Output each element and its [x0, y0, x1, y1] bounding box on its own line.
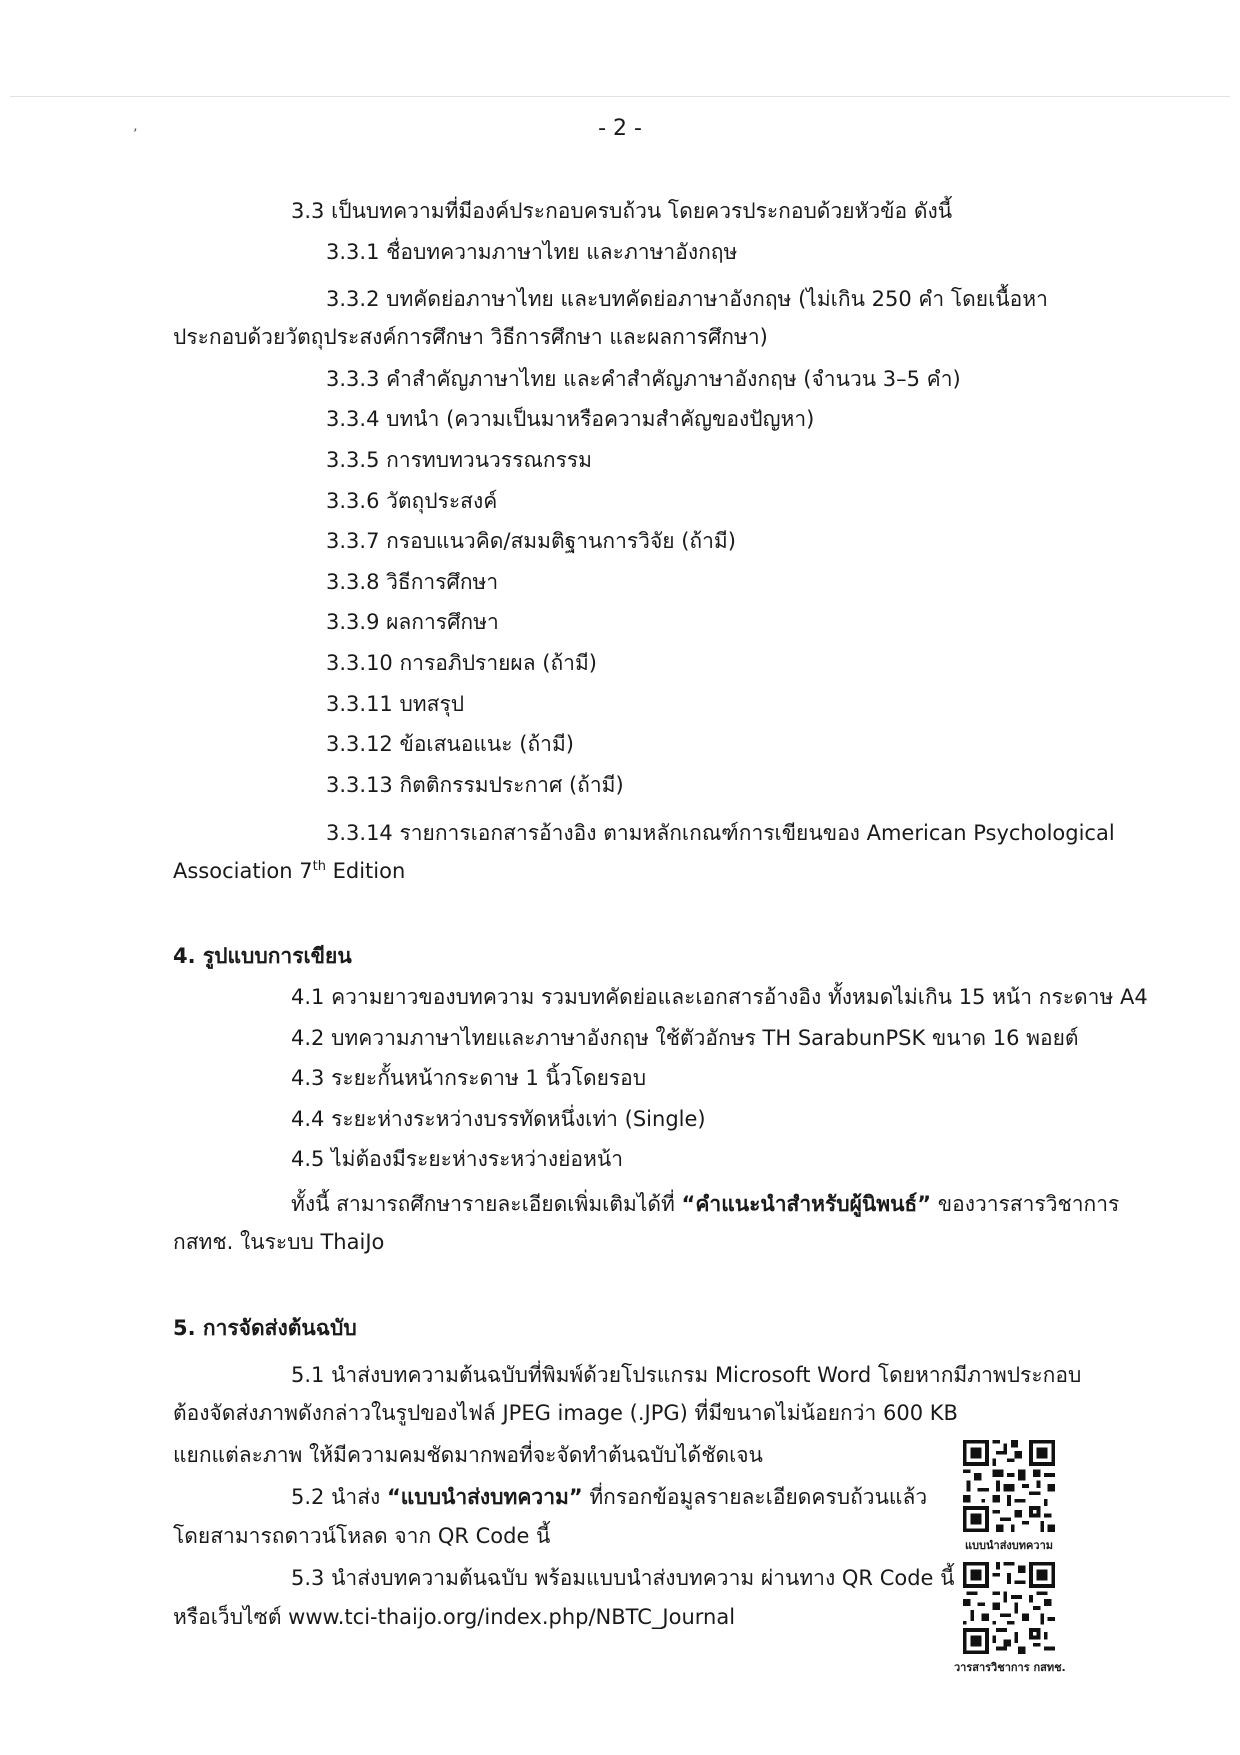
- submission-form-title: “แบบนำส่งบทความ”: [386, 1485, 583, 1509]
- submission-form-qr-code[interactable]: [963, 1440, 1055, 1532]
- item-3-3-6: 3.3.6 วัตถุประสงค์: [326, 489, 498, 513]
- journal-qr-code[interactable]: [963, 1562, 1055, 1654]
- item-5-2-text: 5.2 นำส่ง: [291, 1485, 387, 1509]
- page-number: - 2 -: [598, 116, 642, 141]
- item-5-3-line1: 5.3 นำส่งบทความต้นฉบับ พร้อมแบบนำส่งบทความ ผ่านทาง QR Code นี้: [291, 1566, 955, 1590]
- item-4-4: 4.4 ระยะห่างระหว่างบรรทัดหนึ่งเท่า (Single): [291, 1107, 706, 1131]
- item-3-3-8: 3.3.8 วิธีการศึกษา: [326, 570, 499, 594]
- item-3-3-9: 3.3.9 ผลการศึกษา: [326, 610, 499, 634]
- item-3-3-14-line2: [173, 856, 405, 886]
- author-guide-title: “คำแนะนำสำหรับผู้นิพนธ์”: [681, 1192, 932, 1216]
- item-5-1-line1: 5.1 นำส่งบทความต้นฉบับที่พิมพ์ด้วยโปรแกรม Microsoft Word โดยหากมีภาพประกอบ: [291, 1363, 1082, 1387]
- item-3-3-4: 3.3.4 บทนำ (ความเป็นมาหรือความสำคัญของปัญหา): [326, 407, 815, 431]
- item-4-5: 4.5 ไม่ต้องมีระยะห่างระหว่างย่อหน้า: [291, 1147, 624, 1171]
- item-3-3-7: 3.3.7 กรอบแนวคิด/สมมติฐานการวิจัย (ถ้ามี): [326, 529, 736, 553]
- item-4-3: 4.3 ระยะกั้นหน้ากระดาษ 1 นิ้วโดยรอบ: [291, 1066, 647, 1090]
- apa-label: Association 7: [173, 859, 313, 883]
- item-3-3-5: 3.3.5 การทบทวนวรรณกรรม: [326, 448, 593, 472]
- item-3-3-2-line1: 3.3.2 บทคัดย่อภาษาไทย และบทคัดย่อภาษาอังกฤษ (ไม่เกิน 250 คำ โดยเนื้อหา: [326, 287, 1048, 311]
- note-text-tail: ของวารสารวิชาการ: [931, 1192, 1120, 1216]
- edition-label: Edition: [325, 859, 406, 883]
- item-4-2: 4.2 บทความภาษาไทยและภาษาอังกฤษ ใช้ตัวอักษร TH SarabunPSK ขนาด 16 พอยต์: [291, 1026, 1079, 1050]
- item-3-3-1: 3.3.1 ชื่อบทความภาษาไทย และภาษาอังกฤษ: [326, 240, 738, 264]
- qr-icon: [963, 1562, 1055, 1654]
- item-3-3-10: 3.3.10 การอภิปรายผล (ถ้ามี): [326, 651, 598, 675]
- section-5-heading: 5. การจัดส่งต้นฉบับ: [173, 1316, 357, 1340]
- item-5-3-line2: หรือเว็บไซต์ www.tci-thaijo.org/index.php/NBTC_Journal: [173, 1605, 736, 1629]
- item-3-3-11: 3.3.11 บทสรุป: [326, 692, 465, 716]
- item-5-2-text-tail: ที่กรอกข้อมูลรายละเอียดครบถ้วนแล้ว: [582, 1485, 928, 1509]
- journal-qr-caption: วารสารวิชาการ กสทช.: [954, 1661, 1066, 1674]
- item-5-2-line1: [291, 1482, 927, 1512]
- ordinal-suffix: th: [312, 859, 326, 874]
- item-3-3-12: 3.3.12 ข้อเสนอแนะ (ถ้ามี): [326, 732, 574, 756]
- section-4-note-line2: กสทช. ในระบบ ThaiJo: [173, 1230, 385, 1254]
- qr-icon: [963, 1440, 1055, 1532]
- section-3-3-intro: 3.3 เป็นบทความที่มีองค์ประกอบครบถ้วน โดยควรประกอบด้วยหัวข้อ ดังนี้: [291, 199, 953, 223]
- item-4-1: 4.1 ความยาวของบทความ รวมบทคัดย่อและเอกสารอ้างอิง ทั้งหมดไม่เกิน 15 หน้า กระดาษ A4: [291, 985, 1148, 1009]
- scan-mark: ’: [133, 127, 138, 143]
- item-3-3-14-line1: 3.3.14 รายการเอกสารอ้างอิง ตามหลักเกณฑ์การเขียนของ American Psychological: [326, 821, 1115, 845]
- item-5-1-line3: แยกแต่ละภาพ ให้มีความคมชัดมากพอที่จะจัดทำต้นฉบับได้ชัดเจน: [173, 1443, 763, 1467]
- top-rule: [10, 96, 1230, 97]
- note-text: ทั้งนี้ สามารถศึกษารายละเอียดเพิ่มเติมได้ที่: [291, 1192, 682, 1216]
- item-3-3-3: 3.3.3 คำสำคัญภาษาไทย และคำสำคัญภาษาอังกฤษ (จำนวน 3–5 คำ): [326, 367, 961, 391]
- item-3-3-13: 3.3.13 กิตติกรรมประกาศ (ถ้ามี): [326, 773, 624, 797]
- section-4-note-line1: [291, 1189, 1119, 1219]
- item-3-3-2-line2: ประกอบด้วยวัตถุประสงค์การศึกษา วิธีการศึกษา และผลการศึกษา): [173, 325, 768, 349]
- item-5-1-line2: ต้องจัดส่งภาพดังกล่าวในรูปของไฟล์ JPEG image (.JPG) ที่มีขนาดไม่น้อยกว่า 600 KB: [173, 1401, 958, 1425]
- submission-form-qr-caption: แบบนำส่งบทความ: [964, 1539, 1054, 1552]
- section-4-heading: 4. รูปแบบการเขียน: [173, 944, 352, 968]
- item-5-2-line2: โดยสามารถดาวน์โหลด จาก QR Code นี้: [173, 1524, 551, 1548]
